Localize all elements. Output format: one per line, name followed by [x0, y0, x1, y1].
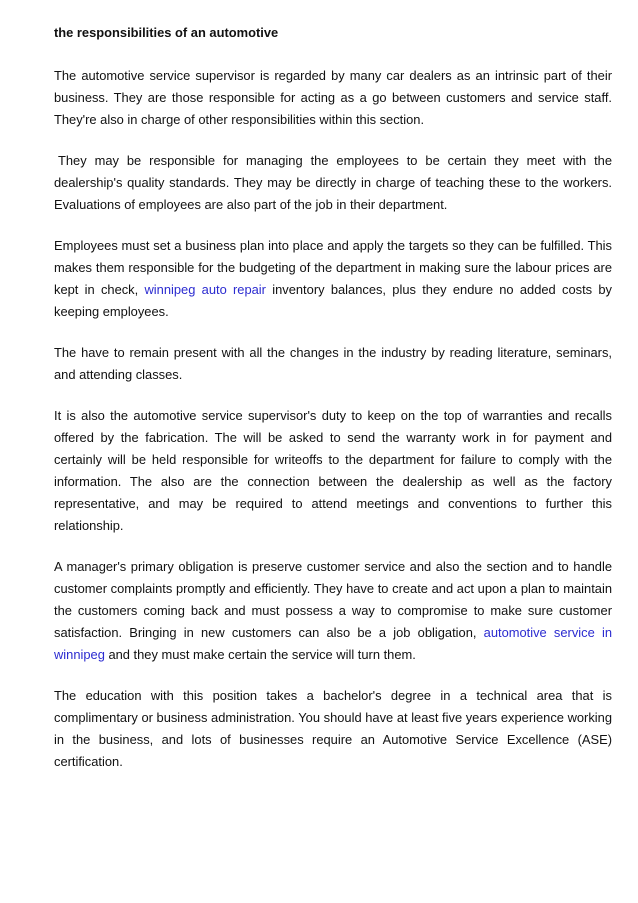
paragraph-6-text-before: A manager's primary obligation is preserve customer service and also the section and to handle customer complaints promptly and efficiently. They have to create and act upon a plan to maintain the customers coming back and must possess a way to compromise to make sure customer satisfaction. Bringing in new customers can also be a job obligation, [54, 559, 612, 640]
document-title: the responsibilities of an automotive [54, 25, 279, 40]
paragraph-1: The automotive service supervisor is regarded by many car dealers as an intrinsic part of their business. They are those responsible for acting as a go between customers and service staff. They're also in charge of other responsibilities within this section. [54, 68, 612, 127]
paragraph-6-text-after: and they must make certain the service will turn them. [104, 647, 416, 662]
paragraph-3 [54, 235, 612, 323]
document-page [54, 22, 612, 792]
paragraph-2: They may be responsible for managing the employees to be certain they meet with the dealership's quality standards. They may be directly in charge of teaching these to the workers. Evaluations of employees are also part of the job in their department. [54, 153, 612, 212]
paragraph-3-text-after: inventory balances, plus they endure no added costs by keeping employees. [54, 282, 612, 319]
paragraph-6 [54, 556, 612, 666]
paragraph-7: The education with this position takes a bachelor's degree in a technical area that is complimentary or business administration. You should have at least five years experience working in the business, and lots of businesses require an Automotive Service Excellence (ASE) certification. [54, 688, 612, 769]
automotive-service-in-winnipeg-link[interactable]: automotive service in winnipeg [54, 625, 612, 662]
paragraph-5: It is also the automotive service supervisor's duty to keep on the top of warranties and recalls offered by the fabrication. The will be asked to send the warranty work in for payment and certainly will be held responsible for writeoffs to the department for failure to comply with the information. The also are the connection between the dealership as well as the factory representative, and may be required to attend meetings and conventions to further this relationship. [54, 408, 612, 533]
paragraph-3-text-before: Employees must set a business plan into place and apply the targets so they can be fulfilled. This makes them responsible for the budgeting of the department in making sure the labour prices are kept in check, [54, 238, 612, 297]
winnipeg-auto-repair-link[interactable]: winnipeg auto repair [144, 282, 266, 297]
paragraph-4: The have to remain present with all the changes in the industry by reading literature, seminars, and attending classes. [54, 345, 612, 382]
